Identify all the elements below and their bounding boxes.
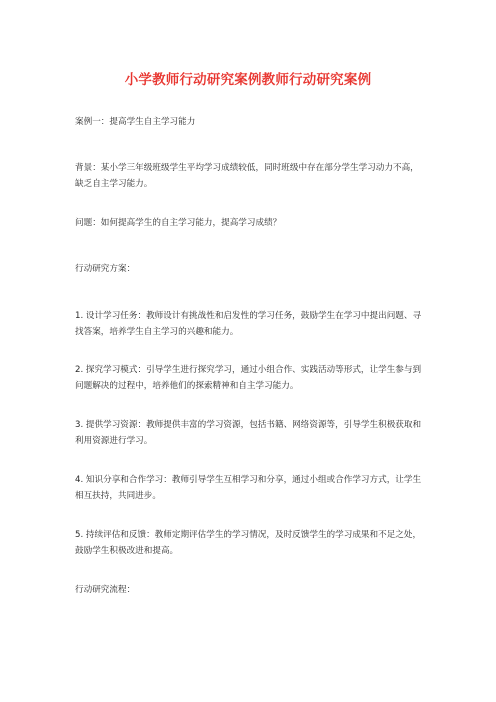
paragraph-case-heading: 案例一：提高学生自主学习能力 [75, 117, 196, 127]
document-title: 小学教师行动研究案例教师行动研究案例 [124, 72, 372, 88]
paragraph-step-2: 2. 探究学习模式：引导学生进行探究学习，通过小组合作、实践活动等形式，让学生参与到问题解决的过程中，培养他们的探索精神和自主学习能力。 [75, 365, 422, 391]
paragraph-plan-heading: 行动研究方案： [75, 264, 136, 274]
paragraph-step-4: 4. 知识分享和合作学习：教师引导学生互相学习和分享，通过小组或合作学习方式，让学生相互扶持，共同进步。 [75, 475, 422, 501]
paragraph-process-heading: 行动研究流程： [75, 585, 136, 595]
paragraph-background: 背景：某小学三年级班级学生平均学习成绩较低，同时班级中存在部分学生学习动力不高，缺乏自主学习能力。 [75, 163, 419, 189]
paragraph-question: 问题：如何提高学生的自主学习能力，提高学习成绩？ [75, 218, 282, 228]
paragraph-step-1: 1. 设计学习任务：教师设计有挑战性和启发性的学习任务，鼓励学生在学习中提出问题、寻找答案，培养学生自主学习的兴趣和能力。 [75, 311, 422, 337]
paragraph-step-3: 3. 提供学习资源：教师提供丰富的学习资源，包括书籍、网络资源等，引导学生积极获取和利用资源进行学习。 [75, 420, 422, 446]
paragraph-step-5: 5. 持续评估和反馈：教师定期评估学生的学习情况，及时反馈学生的学习成果和不足之处，鼓励学生积极改进和提高。 [75, 530, 422, 556]
